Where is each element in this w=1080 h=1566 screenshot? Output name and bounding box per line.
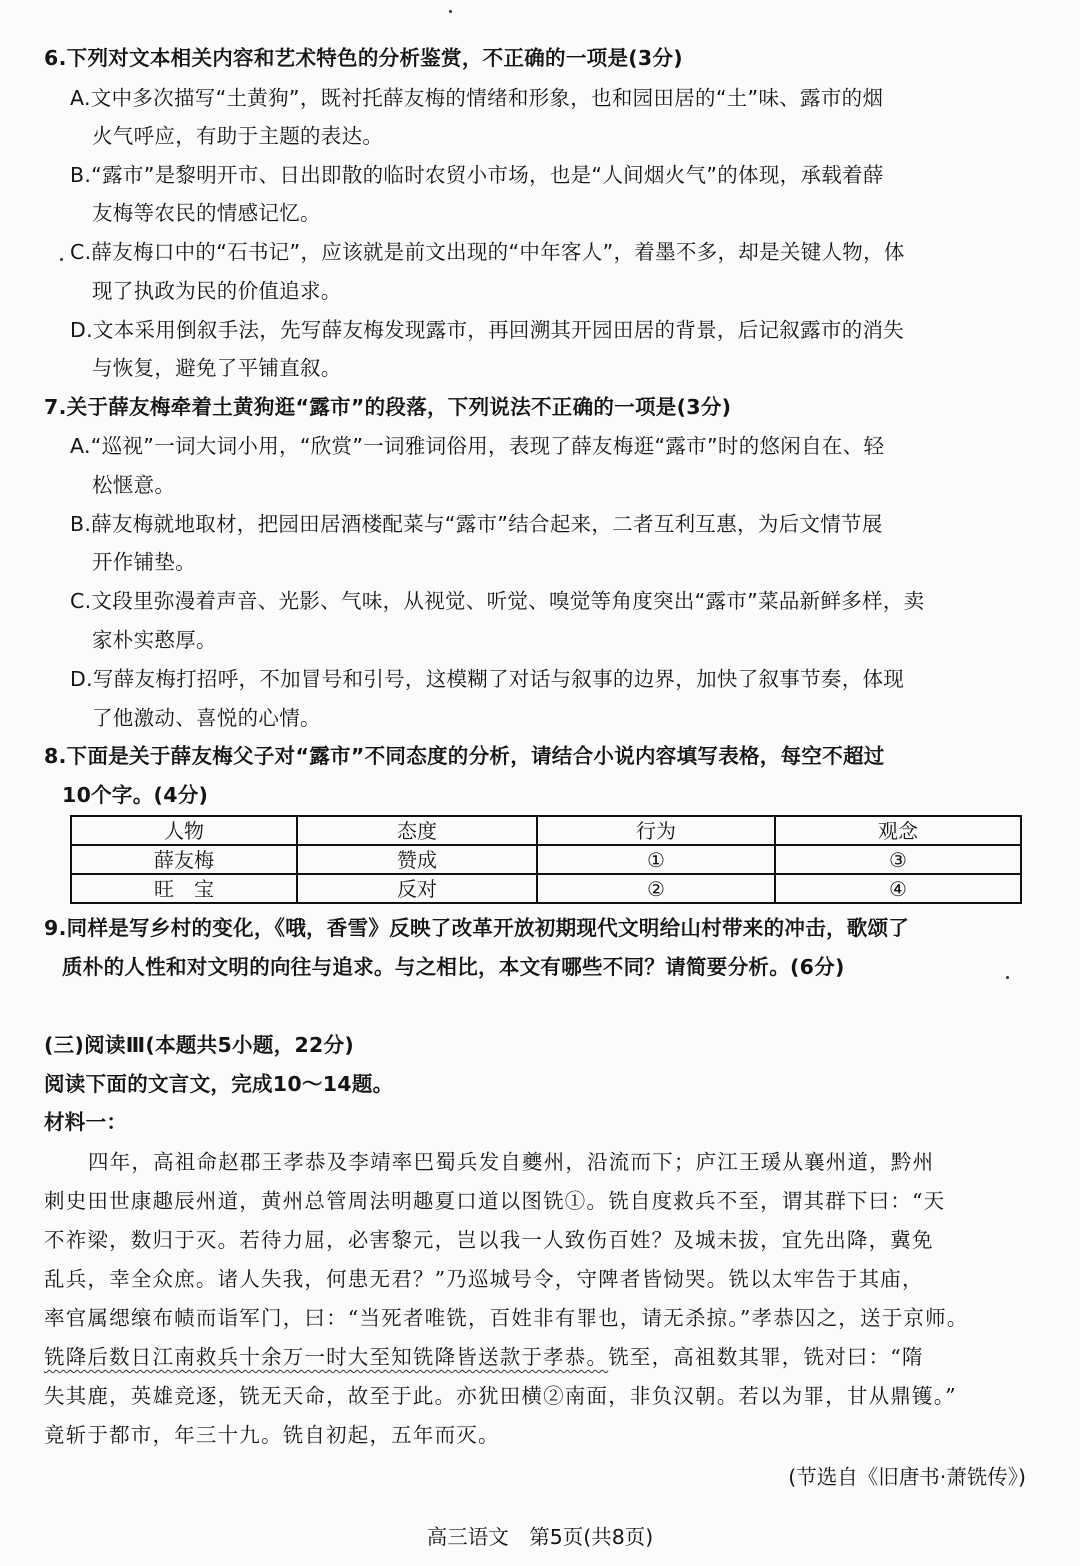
question-6-option-d: D.文本采用倒叙手法，先写薛友梅发现露市，再回溯其开园田居的背景，后记叙露市的消失 — [70, 318, 905, 342]
table-cell-blank-1: ① — [537, 845, 775, 874]
question-6-option-b-cont: 友梅等农民的情感记忆。 — [92, 201, 321, 225]
question-7-option-d: D.写薛友梅打招呼，不加冒号和引号，这模糊了对话与叙事的边界，加快了叙事节奏，体现 — [70, 667, 905, 691]
question-7-option-b-cont: 开作铺垫。 — [92, 550, 196, 574]
passage-line: 刺史田世康趣辰州道，黄州总管周法明趣夏口道以图铣①。铣自度救兵不至，谓其群下曰：“天 — [44, 1189, 946, 1213]
question-6-option-a-cont: 火气呼应，有助于主题的表达。 — [92, 124, 384, 148]
question-7-option-a: A.“巡视”一词大词小用，“欣赏”一词雅词俗用，表现了薛友梅逛“露市”时的悠闲自在、轻 — [70, 434, 885, 458]
table-header-cell: 态度 — [297, 816, 537, 845]
question-7-stem: 7.关于薛友梅牵着土黄狗逛“露市”的段落，下列说法不正确的一项是(3分) — [44, 395, 732, 419]
section-title: (三)阅读Ⅲ(本题共5小题，22分) — [44, 1033, 355, 1057]
table-cell-blank-4: ④ — [775, 874, 1021, 903]
question-7-option-d-cont: 了他激动、喜悦的心情。 — [92, 706, 321, 730]
question-8-stem-cont: 10个字。(4分) — [62, 783, 209, 807]
question-6-option-b: B.“露市”是黎明开市、日出即散的临时农贸小市场，也是“人间烟火气”的体现，承载着薛 — [70, 163, 884, 187]
table-cell: 旺 宝 — [71, 874, 297, 903]
table-row — [71, 874, 1021, 903]
question-9-stem-cont: 质朴的人性和对文明的向往与追求。与之相比，本文有哪些不同？请简要分析。(6分) — [62, 955, 845, 979]
scan-speck — [1006, 976, 1009, 979]
question-7-option-c: C.文段里弥漫着声音、光影、气味，从视觉、听觉、嗅觉等角度突出“露市”菜品新鲜多样，卖 — [70, 589, 925, 613]
table-cell: 反对 — [297, 874, 537, 903]
passage-line — [44, 1343, 924, 1371]
question-9-stem: 9.同样是写乡村的变化，《哦，香雪》反映了改革开放初期现代文明给山村带来的冲击，歌颂了 — [44, 916, 910, 940]
table-row — [71, 845, 1021, 874]
table-header-cell: 观念 — [775, 816, 1021, 845]
section-instruction: 阅读下面的文言文，完成10～14题。 — [44, 1072, 394, 1096]
question-7-option-a-cont: 松惬意。 — [92, 473, 176, 497]
question-6-option-a: A.文中多次描写“土黄狗”，既衬托薛友梅的情绪和形象，也和园田居的“土”味、露市的烟 — [70, 86, 884, 110]
passage-source: (节选自《旧唐书·萧铣传》) — [788, 1465, 1026, 1489]
question-7-option-b: B.薛友梅就地取材，把园田居酒楼配菜与“露市”结合起来，二者互利互惠，为后文情节展 — [70, 512, 883, 536]
table-header-cell: 行为 — [537, 816, 775, 845]
passage-line: 乱兵，幸全众庶。诸人失我，何患无君？”乃巡城号令，守陴者皆恸哭。铣以太牢告于其庙， — [44, 1267, 924, 1291]
table-cell-blank-3: ③ — [775, 845, 1021, 874]
passage-line: 竟斩于都市，年三十九。铣自初起，五年而灭。 — [44, 1423, 500, 1447]
question-6-stem: 6.下列对文本相关内容和艺术特色的分析鉴赏，不正确的一项是(3分) — [44, 46, 683, 70]
table-cell-blank-2: ② — [537, 874, 775, 903]
wavy-underlined-sentence: 铣降后数日江南救兵十余万一时大至知铣降皆送款于孝恭。 — [44, 1345, 609, 1369]
question-8-stem: 8.下面是关于薛友梅父子对“露市”不同态度的分析，请结合小说内容填写表格，每空不超过 — [44, 744, 885, 768]
table-header-cell: 人物 — [71, 816, 297, 845]
question-6-option-c: C.薛友梅口中的“石书记”，应该就是前文出现的“中年客人”，着墨不多，却是关键人物，体 — [70, 240, 905, 264]
page-footer: 高三语文 第5页(共8页) — [426, 1525, 654, 1549]
scan-speck — [60, 258, 63, 261]
passage-line: 四年，高祖命赵郡王孝恭及李靖率巴蜀兵发自夔州，沿流而下；庐江王瑗从襄州道，黔州 — [88, 1150, 935, 1174]
table-cell: 赞成 — [297, 845, 537, 874]
passage-line: 失其鹿，英雄竞逐，铣无天命，故至于此。亦犹田横②南面，非负汉朝。若以为罪，甘从鼎镬。” — [44, 1384, 957, 1408]
table-cell: 薛友梅 — [71, 845, 297, 874]
passage-line-rest: 铣至，高祖数其罪，铣对曰：“隋 — [608, 1345, 924, 1369]
passage-line: 率官属缌缞布帻而诣军门，曰：“当死者唯铣，百姓非有罪也，请无杀掠。”孝恭囚之，送于京师。 — [44, 1306, 969, 1330]
question-6-option-c-cont: 现了执政为民的价值追求。 — [92, 279, 342, 303]
material-label: 材料一： — [44, 1110, 128, 1134]
question-7-option-c-cont: 家朴实憨厚。 — [92, 628, 217, 652]
answer-table — [70, 815, 1022, 904]
table-header-row — [71, 816, 1021, 845]
scan-speck — [449, 10, 452, 13]
passage-line: 不祚梁，数归于灭。若待力屈，必害黎元，岂以我一人致伤百姓？及城未拔，宜先出降，冀免 — [44, 1228, 934, 1252]
question-6-option-d-cont: 与恢复，避免了平铺直叙。 — [92, 356, 342, 380]
